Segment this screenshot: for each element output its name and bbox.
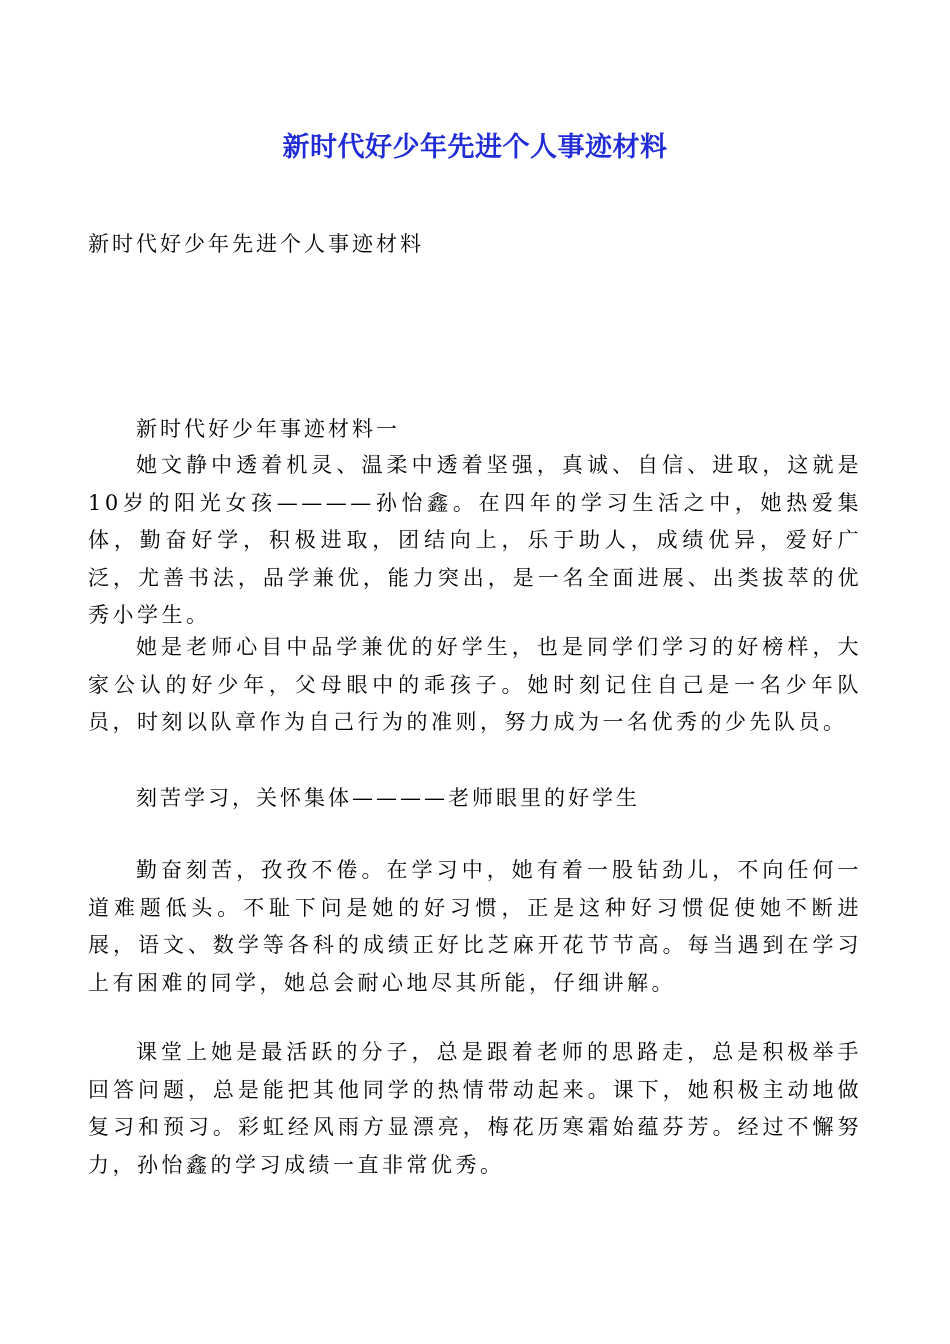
paragraph-1: 她文静中透着机灵、温柔中透着坚强，真诚、自信、进取，这就是10岁的阳光女孩————孙怡鑫。在四年的学习生活之中，她热爱集体，勤奋好学，积极进取，团结向上，乐于助人，成绩优异，爱好广泛，尤善书法，品学兼优，能力突出，是一名全面进展、出类拔萃的优秀小学生。 [88,453,862,627]
section-heading: 新时代好少年事迹材料一 [136,417,400,441]
subheading-study: 刻苦学习，关怀集体————老师眼里的好学生 [136,786,640,810]
paragraph-4: 课堂上她是最活跃的分子，总是跟着老师的思路走，总是积极举手回答问题，总是能把其他同学的热情带动起来。课下，她积极主动地做复习和预习。彩虹经风雨方显漂亮，梅花历寒霜始蕴芬芳。经过不懈努力，孙怡鑫的学习成绩一直非常优秀。 [88,1040,862,1177]
paragraph-3: 勤奋刻苦，孜孜不倦。在学习中，她有着一股钻劲儿，不向任何一道难题低头。不耻下问是她的好习惯，正是这种好习惯促使她不断进展，语文、数学等各科的成绩正好比芝麻开花节节高。每当遇到在学习上有困难的同学，她总会耐心地尽其所能，仔细讲解。 [88,858,862,995]
document-subtitle: 新时代好少年先进个人事迹材料 [88,232,424,256]
paragraph-2: 她是老师心目中品学兼优的好学生，也是同学们学习的好榜样，大家公认的好少年，父母眼中的乖孩子。她时刻记住自己是一名少年队员，时刻以队章作为自己行为的准则，努力成为一名优秀的少先队员。 [88,635,862,734]
document-title: 新时代好少年先进个人事迹材料 [282,132,668,163]
